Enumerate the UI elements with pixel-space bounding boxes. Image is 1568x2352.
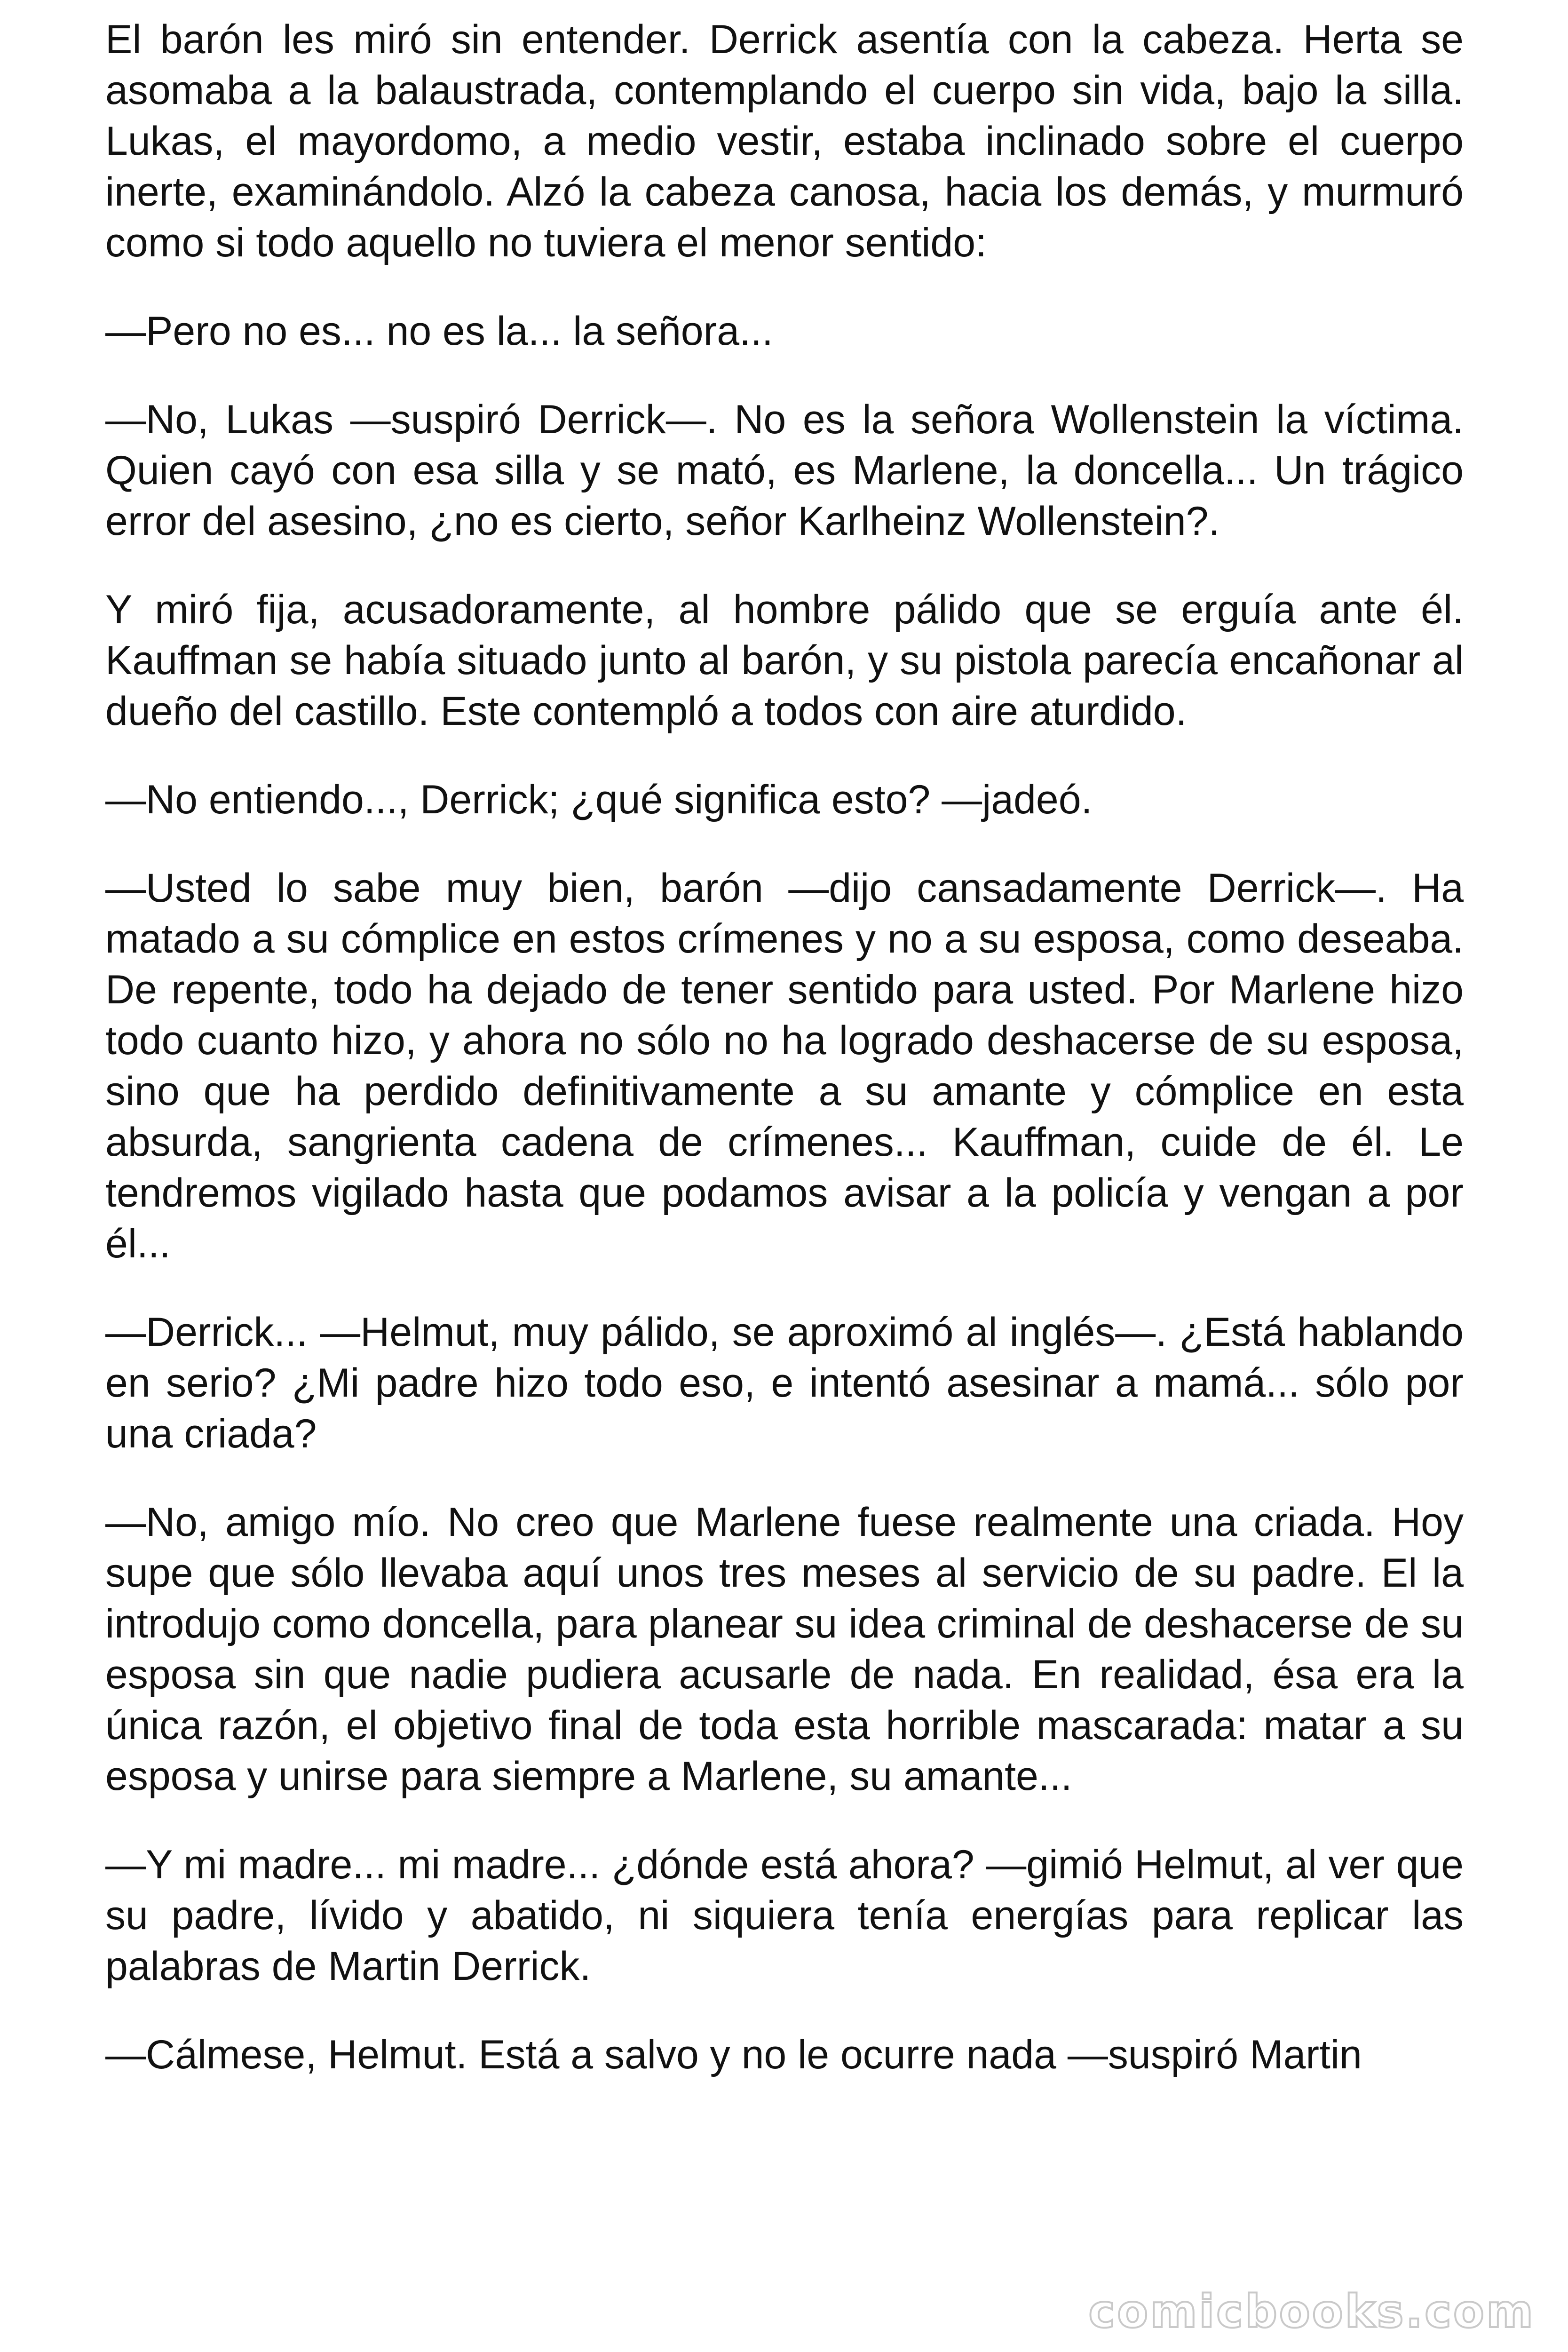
- paragraph: —No, Lukas —suspiró Derrick—. No es la señora Wollenstein la víctima. Quien cayó con esa silla y se mató, es Marlene, la doncella... Un trágico error del asesino, ¿no es cierto, señor Karlheinz Wollenstein?.: [105, 397, 1464, 544]
- paragraph: —No, amigo mío. No creo que Marlene fuese realmente una criada. Hoy supe que sólo llevaba aquí unos tres meses al servicio de su padre. El la introdujo como doncella, para planear su idea criminal de deshacerse de su esposa sin que nadie pudiera acusarle de nada. En realidad, ésa era la única razón, el objetivo final de toda esta horrible mascarada: matar a su esposa y unirse para siempre a Marlene, su amante...: [105, 1500, 1464, 1799]
- page-body: [105, 14, 1464, 2080]
- paragraph: El barón les miró sin entender. Derrick asentía con la cabeza. Herta se asomaba a la balaustrada, contemplando el cuerpo sin vida, bajo la silla. Lukas, el mayordomo, a medio vestir, estaba inclinado sobre el cuerpo inerte, examinándolo. Alzó la cabeza canosa, hacia los demás, y murmuró como si todo aquello no tuviera el menor sentido:: [105, 17, 1464, 265]
- paragraph: —Derrick... —Helmut, muy pálido, se aproximó al inglés—. ¿Está hablando en serio? ¿Mi padre hizo todo eso, e intentó asesinar a mamá... sólo por una criada?: [105, 1310, 1464, 1456]
- paragraph-last: —Cálmese, Helmut. Está a salvo y no le ocurre nada —suspiró Martin: [105, 2032, 1362, 2077]
- paragraph: —No entiendo..., Derrick; ¿qué significa esto? —jadeó.: [105, 777, 1093, 822]
- paragraph: —Y mi madre... mi madre... ¿dónde está ahora? —gimió Helmut, al ver que su padre, lívido y abatido, ni siquiera tenía energías para replicar las palabras de Martin Derrick.: [105, 1842, 1464, 1989]
- paragraph: —Usted lo sabe muy bien, barón —dijo cansadamente Derrick—. Ha matado a su cómplice en estos crímenes y no a su esposa, como deseaba. De repente, todo ha dejado de tener sentido para usted. Por Marlene hizo todo cuanto hizo, y ahora no sólo no ha logrado deshacerse de su esposa, sino que ha perdido definitivamente a su amante y cómplice en esta absurda, sangrienta cadena de crímenes... Kauffman, cuide de él. Le tendremos vigilado hasta que podamos avisar a la policía y vengan a por él...: [105, 866, 1464, 1266]
- paragraph: Y miró fija, acusadoramente, al hombre pálido que se erguía ante él. Kauffman se había situado junto al barón, y su pistola parecía encañonar al dueño del castillo. Este contempló a todos con aire aturdido.: [105, 587, 1464, 734]
- watermark: comicbooks.com: [1088, 2285, 1535, 2338]
- paragraph: —Pero no es... no es la... la señora...: [105, 309, 773, 354]
